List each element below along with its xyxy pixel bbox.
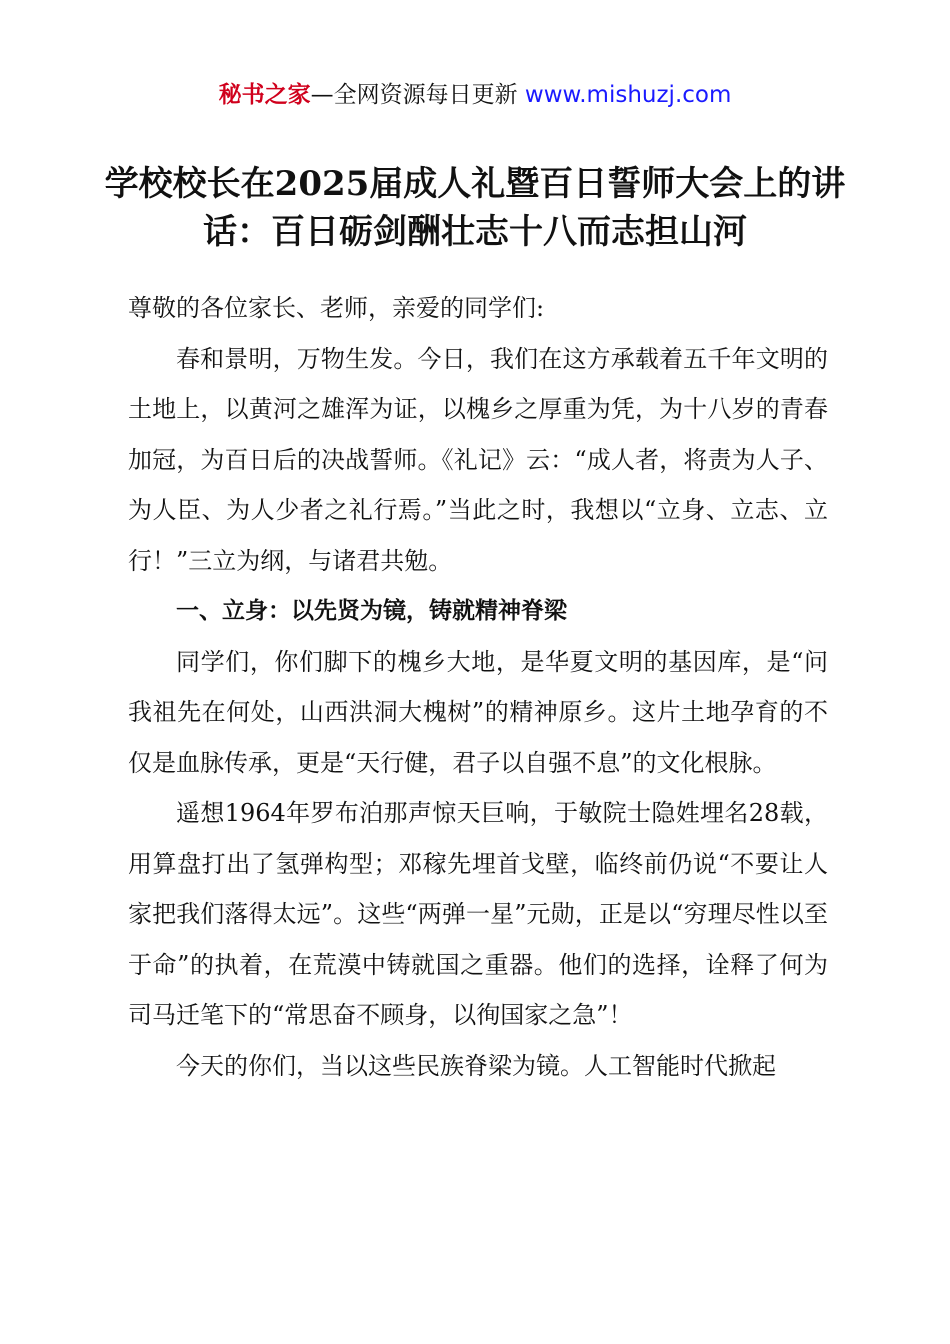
paragraph: 春和景明，万物生发。今日，我们在这方承载着五千年文明的土地上，以黄河之雄浑为证，以槐乡之厚重为凭，为十八岁的青春加冠，为百日后的决战誓师。《礼记》云：“成人者，将责为人子、为人臣、为人少者之礼行焉。”当此之时，我想以“立身、立志、立行！”三立为纲，与诸君共勉。 (128, 344, 828, 575)
site-header (0, 80, 950, 110)
paragraph: 今天的你们，当以这些民族脊梁为镜。人工智能时代掀起 (176, 1051, 776, 1080)
site-slogan: —全网资源每日更新 (310, 82, 518, 108)
salutation: 尊敬的各位家长、老师，亲爱的同学们: (128, 294, 545, 322)
site-url-link[interactable]: www.mishuzj.com (524, 82, 732, 108)
document-body (128, 283, 828, 1091)
section-heading: 一、立身：以先贤为镜，铸就精神脊梁 (176, 598, 567, 624)
site-brand: 秘书之家 (218, 82, 311, 108)
document-title: 学校校长在2025届成人礼暨百日誓师大会上的讲话：百日砺剑酬壮志十八而志担山河 (104, 164, 846, 252)
paragraph: 遥想1964年罗布泊那声惊天巨响，于敏院士隐姓埋名28载，用算盘打出了氢弹构型；邓稼先埋首戈壁，临终前仍说“不要让人家把我们落得太远”。这些“两弹一星”元勋，正是以“穷理尽性以至于命”的执着，在荒漠中铸就国之重器。他们的选择，诠释了何为司马迁笔下的“常思奋不顾身，以徇国家之急”！ (128, 799, 828, 1029)
paragraph: 同学们，你们脚下的槐乡大地，是华夏文明的基因库，是“问我祖先在何处，山西洪洞大槐树”的精神原乡。这片土地孕育的不仅是血脉传承，更是“天行健，君子以自强不息”的文化根脉。 (128, 647, 828, 777)
